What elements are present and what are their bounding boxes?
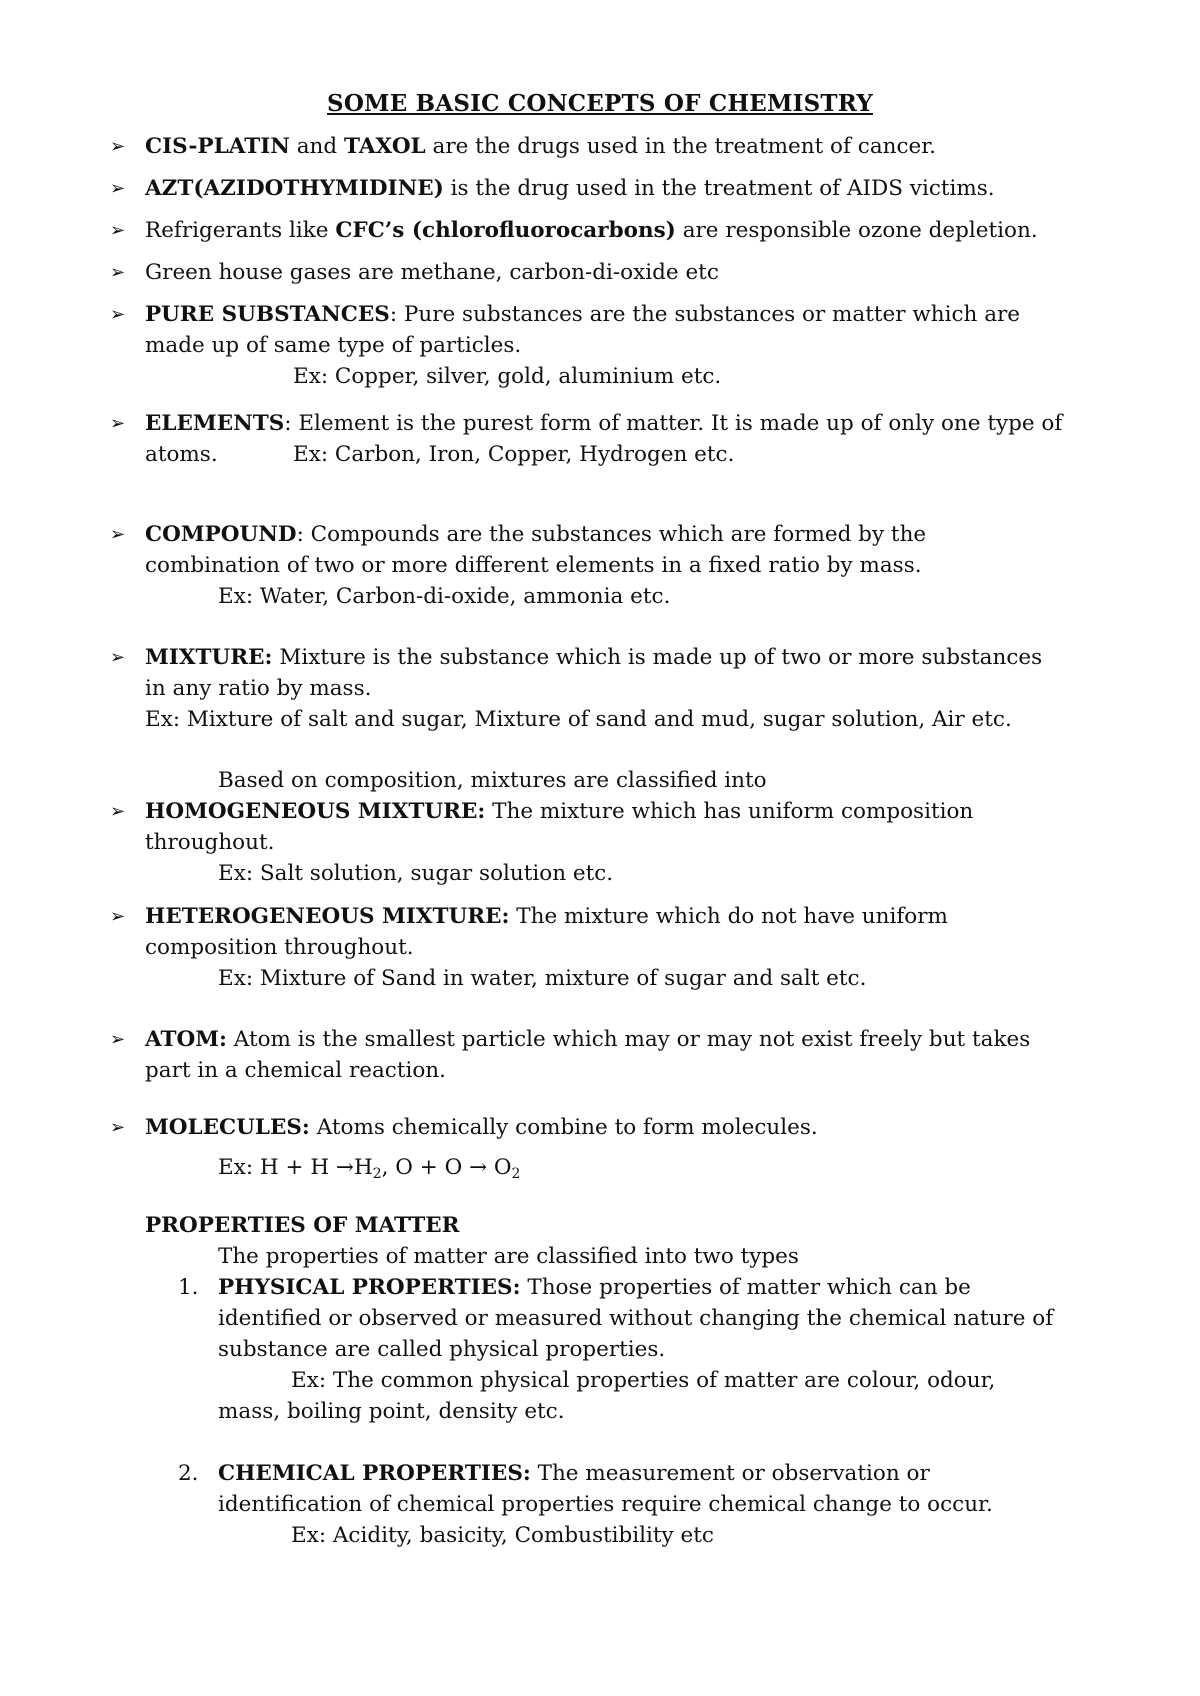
term-physical-properties: PHYSICAL PROPERTIES: bbox=[218, 1275, 521, 1300]
text: : Compounds are the substances which are formed by the bbox=[296, 522, 927, 547]
text: combination of two or more different elements in a fixed ratio by mass. bbox=[145, 553, 922, 578]
list-item-homogeneous bbox=[110, 796, 1155, 889]
term-chemical-properties: CHEMICAL PROPERTIES: bbox=[218, 1461, 531, 1486]
term-azt: AZT(AZIDOTHYMIDINE) bbox=[145, 176, 444, 201]
text: is the drug used in the treatment of AIDS victims. bbox=[443, 176, 995, 201]
text: in any ratio by mass. bbox=[145, 676, 372, 701]
arrow-bullet-icon: ➢ bbox=[110, 647, 126, 668]
term-cisplatin: CIS-PLATIN bbox=[145, 134, 290, 159]
numbered-item-chemical bbox=[178, 1458, 1200, 1551]
arrow-icon: → bbox=[469, 1155, 488, 1180]
term-elements: ELEMENTS bbox=[145, 411, 285, 436]
text: Green house gases are methane, carbon-di-oxide etc bbox=[145, 260, 719, 285]
list-item-compound bbox=[110, 519, 1155, 612]
classification-intro bbox=[145, 765, 1155, 796]
example-text: Ex: Copper, silver, gold, aluminium etc. bbox=[293, 364, 722, 389]
list-item-elements bbox=[110, 408, 1155, 470]
list-item-greenhouse bbox=[110, 257, 1155, 288]
text: The properties of matter are classified into two types bbox=[218, 1244, 799, 1269]
subscript: 2 bbox=[511, 1166, 521, 1182]
subscript: 2 bbox=[372, 1166, 382, 1182]
list-item-cancer-drugs bbox=[110, 131, 1155, 162]
example-text: Ex: Mixture of Sand in water, mixture of sugar and salt etc. bbox=[218, 966, 867, 991]
example-text: Ex: Acidity, basicity, Combustibility etc bbox=[291, 1523, 714, 1548]
arrow-bullet-icon: ➢ bbox=[110, 220, 126, 241]
arrow-bullet-icon: ➢ bbox=[110, 178, 126, 199]
text: Atom is the smallest particle which may or may not exist freely but takes bbox=[226, 1027, 1031, 1052]
arrow-bullet-icon: ➢ bbox=[110, 1029, 126, 1050]
term-cfc: CFC’s (chlorofluorocarbons) bbox=[335, 218, 676, 243]
numbered-item-physical bbox=[178, 1272, 1200, 1427]
text: Those properties of matter which can be bbox=[520, 1275, 971, 1300]
text: The mixture which do not have uniform bbox=[509, 904, 948, 929]
text: part in a chemical reaction. bbox=[145, 1058, 446, 1083]
text: Based on composition, mixtures are classified into bbox=[218, 768, 767, 793]
molecule-example bbox=[145, 1152, 1155, 1183]
term-mixture: MIXTURE: bbox=[145, 645, 273, 670]
term-molecules: MOLECULES: bbox=[145, 1115, 310, 1140]
text: are the drugs used in the treatment of cancer. bbox=[425, 134, 937, 159]
list-number: 2. bbox=[178, 1461, 199, 1486]
example-text: Ex: H + H bbox=[218, 1155, 336, 1180]
arrow-bullet-icon: ➢ bbox=[110, 1117, 126, 1138]
text: atoms. bbox=[145, 442, 218, 467]
text: and bbox=[289, 134, 345, 159]
arrow-bullet-icon: ➢ bbox=[110, 906, 126, 927]
text: identification of chemical properties require chemical change to occur. bbox=[218, 1492, 993, 1517]
example-text: Ex: Carbon, Iron, Copper, Hydrogen etc. bbox=[293, 442, 735, 467]
text: The mixture which has uniform composition bbox=[485, 799, 974, 824]
list-item-molecules bbox=[110, 1112, 1155, 1183]
example-text: Ex: Salt solution, sugar solution etc. bbox=[218, 861, 614, 886]
section-heading: PROPERTIES OF MATTER bbox=[145, 1213, 460, 1238]
arrow-bullet-icon: ➢ bbox=[110, 262, 126, 283]
term-pure-substances: PURE SUBSTANCES bbox=[145, 302, 390, 327]
page-title: SOME BASIC CONCEPTS OF CHEMISTRY bbox=[327, 90, 873, 117]
arrow-bullet-icon: ➢ bbox=[110, 304, 126, 325]
term-compound: COMPOUND bbox=[145, 522, 297, 547]
text: throughout. bbox=[145, 830, 275, 855]
example-text: mass, boiling point, density etc. bbox=[218, 1399, 565, 1424]
list-item-pure-substances bbox=[110, 299, 1155, 392]
list-item-heterogeneous bbox=[110, 901, 1155, 994]
text: The measurement or observation or bbox=[530, 1461, 930, 1486]
text: : Pure substances are the substances or matter which are bbox=[389, 302, 1021, 327]
arrow-bullet-icon: ➢ bbox=[110, 136, 126, 157]
term-atom: ATOM: bbox=[145, 1027, 227, 1052]
arrow-bullet-icon: ➢ bbox=[110, 413, 126, 434]
example-text: Ex: Mixture of salt and sugar, Mixture of sand and mud, sugar solution, Air etc. bbox=[145, 707, 1012, 732]
arrow-bullet-icon: ➢ bbox=[110, 524, 126, 545]
example-text: , O + O bbox=[381, 1155, 470, 1180]
list-item-mixture bbox=[110, 642, 1155, 735]
properties-section bbox=[145, 1210, 1155, 1272]
list-item-atom bbox=[110, 1024, 1155, 1086]
formula-o: O bbox=[487, 1155, 512, 1180]
arrow-bullet-icon: ➢ bbox=[110, 801, 126, 822]
text: Mixture is the substance which is made up of two or more substances bbox=[272, 645, 1043, 670]
list-item-aids-drug bbox=[110, 173, 1155, 204]
text: composition throughout. bbox=[145, 935, 414, 960]
text: are responsible ozone depletion. bbox=[675, 218, 1038, 243]
list-number: 1. bbox=[178, 1275, 199, 1300]
formula-h: H bbox=[353, 1155, 373, 1180]
text: Refrigerants like bbox=[145, 218, 336, 243]
list-item-refrigerants bbox=[110, 215, 1155, 246]
term-heterogeneous: HETEROGENEOUS MIXTURE: bbox=[145, 904, 510, 929]
text: Atoms chemically combine to form molecules. bbox=[309, 1115, 818, 1140]
term-homogeneous: HOMOGENEOUS MIXTURE: bbox=[145, 799, 486, 824]
text: identified or observed or measured without changing the chemical nature of bbox=[218, 1306, 1054, 1331]
example-text: Ex: The common physical properties of matter are colour, odour, bbox=[291, 1368, 996, 1393]
text: made up of same type of particles. bbox=[145, 333, 522, 358]
arrow-icon: → bbox=[335, 1155, 354, 1180]
text: substance are called physical properties. bbox=[218, 1337, 666, 1362]
term-taxol: TAXOL bbox=[344, 134, 426, 159]
example-text: Ex: Water, Carbon-di-oxide, ammonia etc. bbox=[218, 584, 671, 609]
text: : Element is the purest form of matter. It is made up of only one type of bbox=[284, 411, 1063, 436]
